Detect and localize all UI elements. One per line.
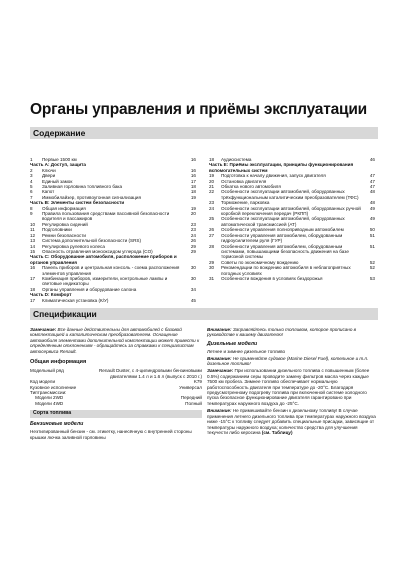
toc-entry-title: Часть E: Приёмы эксплуатации, принципы функционирования вспомогательных систем (209, 162, 354, 173)
spec-key: Код модели (30, 379, 56, 385)
model-row (30, 368, 202, 379)
toc-entry-number: 5 (30, 184, 33, 190)
toc-entry-page: 45 (190, 297, 196, 303)
toc-entry (209, 189, 375, 200)
toc-entry-page: 50 (369, 227, 375, 233)
toc-entry-page: 30 (190, 265, 196, 271)
toc-entry-title: Особенности эксплуатации автомобилей, оборудованных ручной коробкой переключения передач (РКПП) (221, 205, 361, 217)
note-text: Не применяйте судовое (Marine Diesel Fuel), котельное и т.п. дизельное топливо! (207, 355, 369, 367)
toc-entry-number: 29 (209, 259, 215, 265)
diesel-line: Летнее и зимнее дизельное топливо (207, 349, 286, 355)
toc-heading: Содержание (33, 128, 86, 138)
note-3 (207, 356, 379, 367)
toc-entry-page: 23 (190, 227, 196, 233)
petrol-models-heading: Бензиновые модели (30, 420, 84, 427)
note-label: Замечание: (30, 327, 57, 332)
toc-entry-title: Регулировка рулевого колеса (42, 243, 105, 249)
diesel-models-heading: Дизельные модели (207, 340, 258, 347)
note-5 (207, 408, 379, 435)
toc-entry-number: 3 (30, 173, 33, 179)
toc-entry-number: 10 (30, 221, 36, 227)
toc-entry-number: 2 (30, 167, 33, 173)
toc-entry-number: 31 (209, 275, 215, 281)
note-text: Не примешивайте бензин к дизельному топливу! В случае применения летнего дизельного топлива при температурах наружного воздуха ниже -15°С к топливу следует добавить специальные присадки, зависящие от температуры наружного воздуха; количество средства для улучшения текучести либо керосина (207, 408, 376, 435)
toc-entry-number: 23 (209, 200, 215, 206)
toc-entry-number: 15 (30, 248, 36, 254)
toc-entry-page: 46 (369, 157, 375, 162)
toc-entry-page: 19 (190, 205, 196, 211)
spec-kv-list (30, 379, 202, 406)
spec-value: Универсал (179, 384, 202, 390)
toc-entry (30, 211, 196, 222)
toc-entry-title: Особенности управления автомобилем, оборудованным гидроусилителем руля (ГУР) (221, 232, 343, 244)
toc-entry-title: Панель приборов и центральная консоль - схема расположения элементов управления (42, 265, 180, 276)
toc-entry-title: Подготовка к началу движения, запуск двигателя (221, 173, 326, 179)
toc-entry-title: Особенности эксплуатации автомобилей, оборудованных автоматической трансмиссией (АТ) (221, 216, 345, 227)
toc-entry-title: Общая информация (42, 205, 86, 211)
page-title: Органы управления и приёмы эксплуатации (30, 101, 367, 118)
toc-entry-number: 14 (30, 243, 36, 249)
toc-entry-title: Комбинация приборов, измерители, контрольные лампы и световые индикаторы (42, 275, 168, 287)
toc-entry-title: Иммобилайзер, противоугонная сигнализация (42, 194, 141, 200)
toc-entry-number: 18 (30, 286, 36, 292)
toc-entry-number: 17 (30, 297, 36, 303)
toc-entry-number: 12 (30, 232, 36, 238)
spec-key: Модели 2WD (30, 395, 64, 401)
toc-entry-page: 49 (369, 205, 375, 211)
toc-entry-title: Ремни безопасности (42, 232, 86, 238)
toc-entry-title: Часть А: Доступ, защита (30, 162, 86, 168)
toc-entry-title: Часть D: Комфорт (30, 292, 72, 298)
toc-entry-page: 51 (369, 243, 375, 249)
spec-key: Кузовное исполнение (30, 384, 77, 390)
toc-entry-page: 47 (369, 178, 375, 184)
toc-entry-page: 23 (190, 221, 196, 227)
spec-row (30, 401, 202, 406)
toc-entry-page: 49 (369, 216, 375, 222)
toc-entry-title: Особенности вождения в условиях бездорожья (221, 275, 323, 281)
toc-entry-number: 28 (209, 243, 215, 249)
note-4 (207, 368, 379, 406)
toc-entry-number: 19 (209, 173, 215, 179)
toc-entry-page: 19 (190, 194, 196, 200)
toc-entry-page: 47 (369, 184, 375, 190)
toc-entry-number: 1 (30, 157, 33, 162)
spec-value: K79 (193, 379, 202, 385)
note-label: Внимание: (207, 327, 232, 332)
toc-entry-page: 24 (190, 232, 196, 238)
toc-entry-page: 20 (190, 211, 196, 217)
toc-entry-title: Подголовники (42, 227, 72, 233)
spec-value: Передний (180, 395, 202, 401)
toc-entry-title: Аудиосистема (221, 157, 252, 162)
toc-part-heading (209, 162, 375, 173)
toc-entry-title: Особенности эксплуатации автомобилей, оборудованных трёхфункциональным каталитическим преобразователем (ТФС) (221, 189, 359, 200)
toc-entry-title: Первые 1500 км (42, 157, 77, 162)
toc-entry-title: Опасность отравления монооксидом углерода (CO) (42, 248, 153, 254)
toc-entry (30, 276, 196, 287)
toc-entry-title: Единый замок (42, 178, 73, 184)
model-value: Renault Duster, с 4-цилиндровыми бензиновыми двигателями 1.4 л и 1.6 л (выпуск с 2010 г.) (98, 368, 202, 379)
note-label: Внимание: (207, 408, 232, 414)
toc-entry-title: Правила пользования средствами пассивной безопасности водителя и пассажиров (42, 211, 170, 222)
toc-entry-number: 9 (30, 211, 33, 217)
toc-entry-title: Органы управления и оборудование салона (42, 286, 137, 292)
toc-entry-number: 22 (209, 189, 215, 195)
spec-value: Полный (185, 400, 202, 406)
toc-entry-number: 18 (209, 157, 215, 162)
spec-right-column (207, 327, 379, 439)
toc-entry-number: 16 (30, 265, 36, 271)
toc-entry-number: 27 (209, 232, 215, 238)
note-text: Все данные действительны для автомобилей с базовой комплектацией и каталитическим преобразователем. Оснащение автомобиля элементами дополнительной комплектации может привести к определённым отклонениям - обращайтесь за справками к специалистам автосервиса Renault. (30, 327, 200, 354)
toc-entry-title: Климатическая установка (К/У) (42, 297, 109, 303)
toc-entry-page: 52 (369, 265, 375, 271)
toc-entry-title: Система дополнительной безопасности (SRS) (42, 238, 142, 244)
toc-entry-page: 16 (190, 173, 196, 179)
spec-left-column (30, 327, 202, 444)
spec-key: Типтрансмиссии: (30, 390, 67, 396)
toc-entry-title: Особенности управления автомобилем, оборудованным системами, повышающими безопасность движения на базе тормозной системы (221, 243, 349, 260)
toc-entry (209, 216, 375, 227)
spec-heading: Спецификации (33, 309, 97, 319)
toc-entry-number: 6 (30, 189, 33, 195)
toc-part-heading (30, 254, 196, 265)
toc-entry-title: Регулировка сидений (42, 221, 88, 227)
note-tail: (см. Таблицу) (261, 429, 293, 435)
petrol-text: Неэтилированный бензин - см. этикетку, нанесённую с внутренней стороны крышки лючка заливной горловины (30, 429, 192, 440)
toc-entry-title: Ключи (42, 167, 56, 173)
toc-entry-page: 16 (190, 157, 196, 162)
toc-entry-page: 48 (369, 200, 375, 206)
toc-entry-title: Рекомендации по вождению автомобиля в неблагоприятных погодных условиях (221, 265, 351, 276)
toc-entry (209, 206, 375, 217)
toc-entry-number: 20 (209, 178, 215, 184)
toc-entry-number: 11 (30, 227, 35, 233)
note-2 (207, 327, 379, 338)
toc-entry-number: 30 (209, 265, 215, 271)
toc-entry-number: 4 (30, 178, 33, 184)
toc-entry-page: 53 (369, 275, 375, 281)
toc-entry (209, 244, 375, 260)
note-text: При использовании дизельного топлива с повышенным (более 0.5%) содержанием серы проводите замену фильтров масла через каждые 7500 км пробега. Зимнее топливо обеспечивает нормальную работоспособность двигателя при температуре до -20°С. Благодаря предусмотренному подогреву топлива при включенной системе холодного пуска безопасное функционирование двигателя гарантировано при температурах наружного воздуха до -25°С. (207, 368, 370, 406)
toc-entry-title: Обкатка нового автомобиля (221, 184, 281, 190)
toc-entry (209, 233, 375, 244)
general-info-heading: Общая информация (30, 359, 87, 366)
toc-entry-title: Остановка двигателя (221, 178, 267, 184)
toc-heading-bar (30, 127, 378, 139)
note-1 (30, 327, 202, 354)
toc-entry-title: Заливная горловина топливного бака (42, 184, 123, 190)
toc-entry (30, 298, 196, 303)
toc-entry-number: 17 (30, 275, 36, 281)
toc-entry-page: 34 (190, 286, 196, 292)
toc-entry-page: 30 (190, 275, 196, 281)
toc-entry-page: 52 (369, 259, 375, 265)
spec-heading-bar (30, 308, 378, 320)
toc-entry-title: Советы по экономичному вождению (221, 259, 299, 265)
model-label: Модельный ряд (30, 368, 64, 374)
note-text: Заправляйтесь только топливом, которое прописано в руководстве к вашему двигателю! (207, 327, 357, 338)
toc-entry-number: 13 (30, 238, 36, 244)
toc-entry-title: Особенности управления полноприводным автомобилем (221, 227, 344, 233)
toc-entry-title: Часть С: Оборудование автомобиля, расположение приборов и органов управления (30, 254, 177, 265)
toc-right-column (209, 157, 375, 281)
toc-entry-title: Двери (42, 173, 56, 179)
toc-entry-page: 48 (369, 189, 375, 195)
toc-entry-title: Часть В: Элементы систем безопасности (30, 200, 125, 206)
toc-entry-page: 17 (190, 178, 196, 184)
toc-entry (209, 276, 375, 281)
toc-entry-number: 26 (209, 227, 215, 233)
fuel-grades-bar: Сорта топлива (30, 410, 202, 417)
toc-entry-number: 21 (209, 184, 215, 190)
toc-entry-title: Капот (42, 189, 55, 195)
toc-entry (30, 265, 196, 276)
toc-entry-title: Торможение, парковка (221, 200, 270, 206)
toc-entry-page: 51 (369, 232, 375, 238)
toc-left-column (30, 157, 196, 303)
toc-entry-number: 24 (209, 205, 215, 211)
spec-key: Модели 4WD (30, 400, 64, 406)
toc-entry-page: 16 (190, 167, 196, 173)
toc-entry (209, 265, 375, 276)
note-label: Замечание: (207, 368, 234, 374)
toc-entry-page: 18 (190, 184, 196, 190)
toc-entry-number: 7 (30, 194, 33, 200)
toc-entry-page: 26 (190, 238, 196, 244)
toc-entry-number: 8 (30, 205, 33, 211)
toc-entry-page: 18 (190, 189, 196, 195)
toc-entry-page: 29 (190, 243, 196, 249)
toc-entry-page: 29 (190, 248, 196, 254)
toc-entry-number: 25 (209, 216, 215, 222)
note-label: Внимание: (207, 355, 232, 361)
toc-entry-page: 47 (369, 173, 375, 179)
